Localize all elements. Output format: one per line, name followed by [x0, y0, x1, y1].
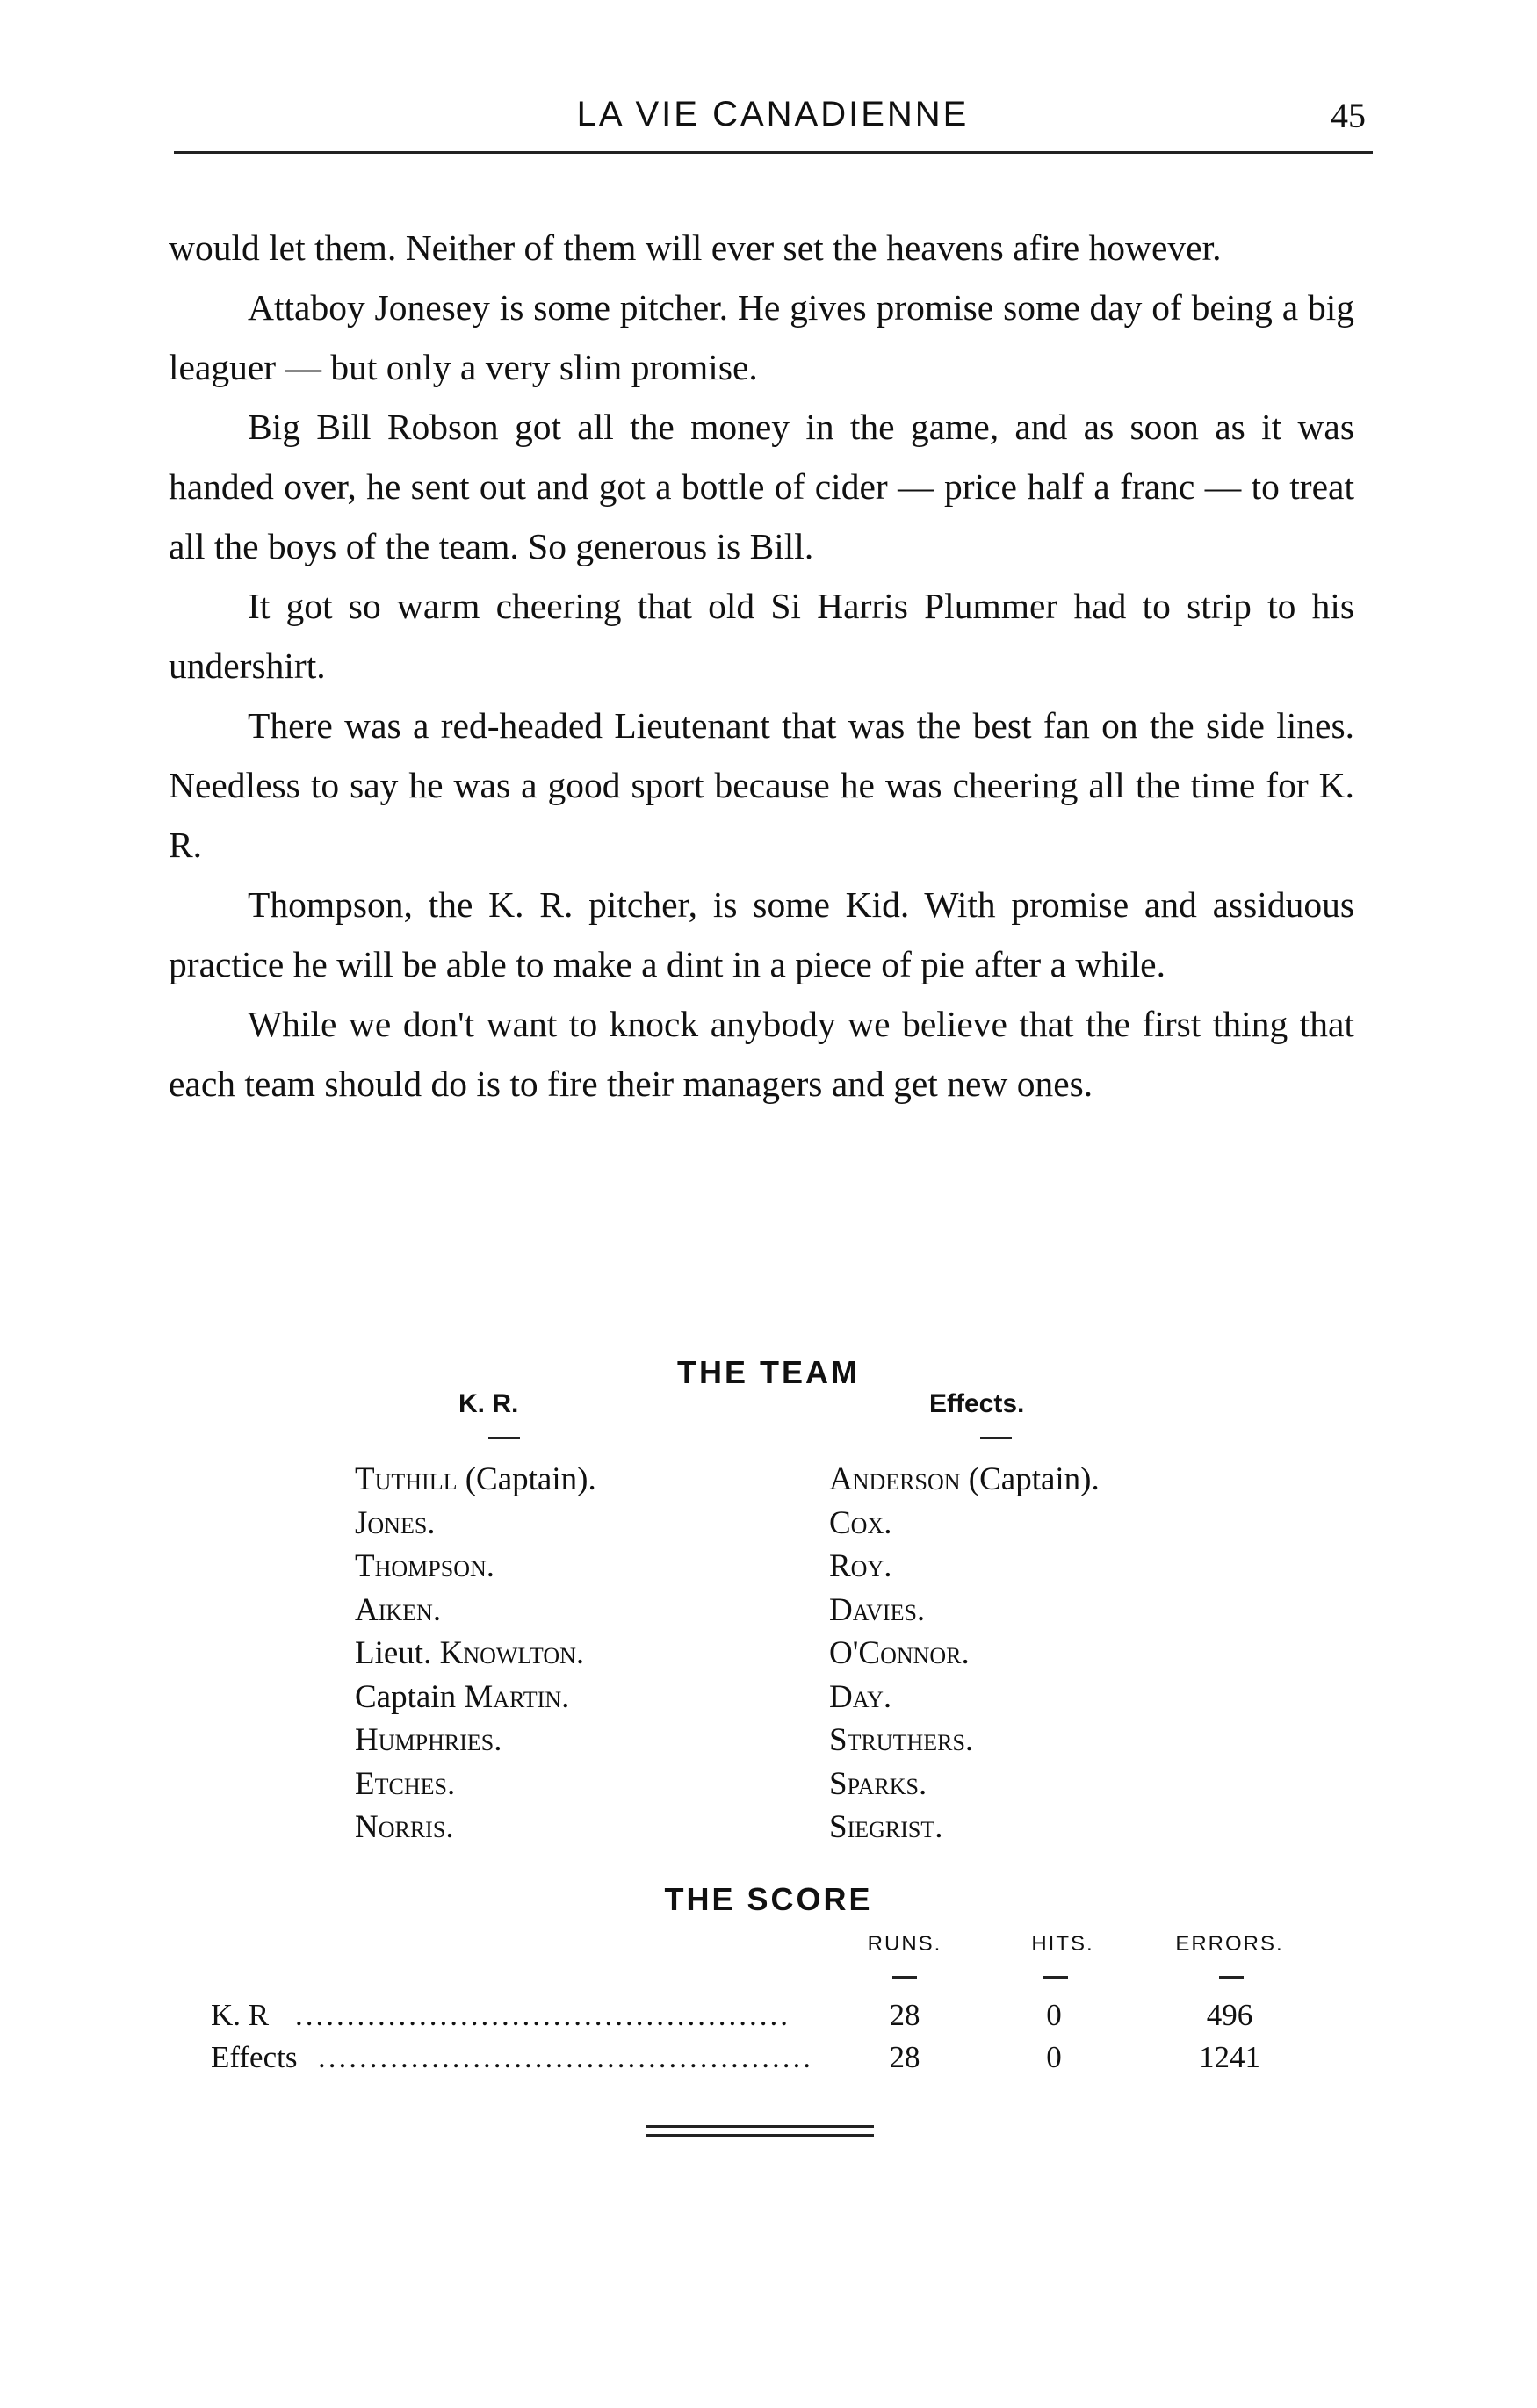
player-name: Humphries — [355, 1722, 494, 1758]
player-row: Cox. — [829, 1504, 892, 1541]
runs-value: 28 — [889, 1998, 920, 2032]
player-row: Thompson. — [355, 1548, 494, 1584]
player-row: Captain Martin. — [355, 1678, 570, 1715]
player-name: Roy — [829, 1548, 884, 1584]
errors-value: 496 — [1206, 1998, 1253, 2032]
paragraph: Attaboy Jonesey is some pitcher. He gives promise some day of being a big leaguer — but only a very slim promise. — [169, 287, 1354, 387]
hits-value: 0 — [1046, 1998, 1062, 2032]
player-name: Struthers — [829, 1722, 965, 1758]
player-name: Jones — [355, 1504, 428, 1541]
paragraph: There was a red-headed Lieutenant that was the best fan on the side lines. Needless to say he was a good sport because he was cheering all the time for K. R. — [169, 705, 1354, 865]
errors-value: 1241 — [1199, 2040, 1260, 2074]
player-name: O'Connor — [829, 1635, 962, 1671]
player-name: Davies — [829, 1591, 917, 1628]
player-row: Aiken. — [355, 1591, 442, 1628]
player-name: Tuthill — [355, 1461, 458, 1497]
player-row: Struthers. — [829, 1722, 974, 1758]
player-row: Norris. — [355, 1809, 454, 1845]
hits-value: 0 — [1046, 2040, 1062, 2074]
player-row: Tuthill (Captain). — [355, 1461, 596, 1497]
runs-value: 28 — [889, 2040, 920, 2074]
player-name: Anderson — [829, 1461, 961, 1497]
end-rule-bottom — [646, 2134, 874, 2137]
player-name: Siegrist — [829, 1809, 935, 1845]
effects-column-heading: Effects. — [929, 1389, 1025, 1418]
kr-dash — [488, 1437, 520, 1439]
player-row: Sparks. — [829, 1765, 927, 1802]
dot-leader: ................................................ — [318, 2040, 813, 2074]
player-row: Day. — [829, 1678, 892, 1715]
player-row: Etches. — [355, 1765, 456, 1802]
dot-leader: ................................................ — [295, 1998, 790, 2032]
errors-column-heading: ERRORS. — [1175, 1932, 1284, 1956]
player-row: Lieut. Knowlton. — [355, 1635, 585, 1671]
runs-dash — [892, 1976, 917, 1979]
effects-roster — [829, 1458, 1100, 1849]
score-heading: THE SCORE — [664, 1881, 873, 1917]
player-name: Aiken — [355, 1591, 433, 1628]
player-name: Etches — [355, 1765, 447, 1802]
paragraph: It got so warm cheering that old Si Harris Plummer had to strip to his undershirt. — [169, 586, 1354, 686]
player-name: Day — [829, 1678, 884, 1715]
page-number: 45 — [1331, 96, 1366, 135]
team-name: Effects — [211, 2040, 298, 2074]
header-rule — [174, 151, 1373, 154]
running-head-title: LA VIE CANADIENNE — [576, 95, 970, 133]
paragraph: Big Bill Robson got all the money in the game, and as soon as it was handed over, he sent out and got a bottle of cider — price half a franc — to treat all the boys of the team. So generous is Bill. — [169, 407, 1354, 566]
paragraph: While we don't want to knock anybody we believe that the first thing that each team should do is to fire their managers and get new ones. — [169, 1004, 1354, 1104]
score-row-effects — [211, 2040, 1317, 2084]
player-row: Roy. — [829, 1548, 892, 1584]
player-name: Cox — [829, 1504, 884, 1541]
player-row: Siegrist. — [829, 1809, 943, 1845]
team-name: K. R — [211, 1998, 270, 2032]
end-rule-top — [646, 2125, 874, 2128]
team-heading: THE TEAM — [677, 1354, 860, 1390]
paragraph: Thompson, the K. R. pitcher, is some Kid. With promise and assiduous practice he will be able to make a dint in a piece of pie after a while. — [169, 884, 1354, 984]
runs-column-heading: RUNS. — [867, 1932, 942, 1956]
player-row: Jones. — [355, 1504, 436, 1541]
player-row: O'Connor. — [829, 1635, 970, 1671]
player-row: Davies. — [829, 1591, 926, 1628]
player-row: Anderson (Captain). — [829, 1461, 1100, 1497]
score-row-kr — [211, 1998, 1317, 2042]
kr-column-heading: K. R. — [458, 1389, 519, 1418]
player-row: Humphries. — [355, 1722, 502, 1758]
hits-dash — [1043, 1976, 1068, 1979]
errors-dash — [1219, 1976, 1244, 1979]
player-name: Sparks — [829, 1765, 920, 1802]
player-name: Thompson — [355, 1548, 487, 1584]
kr-roster — [355, 1458, 596, 1849]
player-name: Norris — [355, 1809, 446, 1845]
effects-dash — [980, 1437, 1012, 1439]
body-text — [169, 218, 1354, 1114]
hits-column-heading: HITS. — [1031, 1932, 1094, 1956]
paragraph: would let them. Neither of them will ever set the heavens afire however. — [169, 227, 1222, 268]
player-name: Martin — [464, 1678, 562, 1715]
player-name: Knowlton — [439, 1635, 576, 1671]
running-head — [171, 91, 1375, 144]
